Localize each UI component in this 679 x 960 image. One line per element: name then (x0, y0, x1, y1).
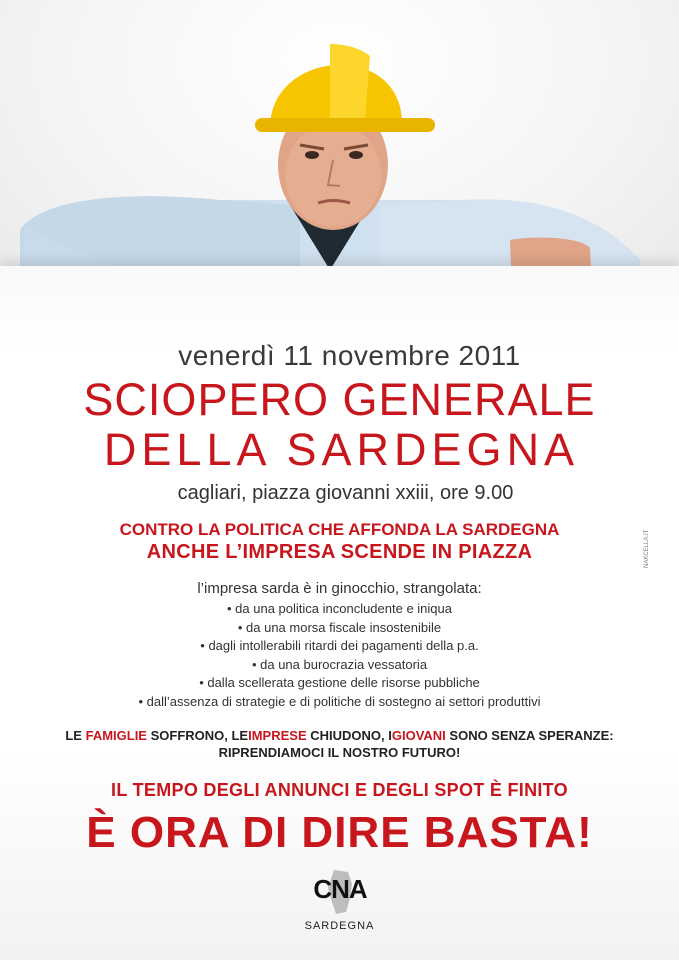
event-date: venerdì 11 novembre 2011 (178, 340, 521, 371)
grievance-list (0, 600, 679, 712)
families-part: LE (65, 728, 86, 743)
intro-text: l’impresa sarda è in ginocchio, strangolata: (197, 580, 482, 597)
title-line-1: SCIOPERO GENERALE (83, 374, 596, 425)
designer-credit: NAKCELLA.IT (644, 529, 650, 568)
families-part: SOFFRONO, LE (146, 728, 249, 743)
future-line: RIPRENDIAMOCI IL NOSTRO FUTURO! (218, 745, 461, 760)
list-item: • dagli intollerabili ritardi dei pagamenti della p.a. (200, 638, 479, 654)
basta-headline: È ORA DI DIRE BASTA! (86, 808, 593, 857)
logo-region: SARDEGNA (304, 920, 375, 932)
list-item: • da una politica inconcludente e iniqua (227, 601, 452, 616)
against-line-1: CONTRO LA POLITICA CHE AFFONDA LA SARDEGNA (119, 520, 560, 539)
families-part: CHIUDONO, I (306, 728, 392, 743)
families-line (0, 728, 679, 743)
businesses-word: IMPRESE (248, 728, 307, 743)
cna-logo (308, 868, 372, 916)
families-part: SONO SENZA SPERANZE: (445, 728, 614, 743)
announce-line: IL TEMPO DEGLI ANNUNCI E DEGLI SPOT È FINITO (111, 780, 568, 800)
title-line-2: DELLA SARDEGNA (103, 424, 580, 475)
families-word: FAMIGLIE (85, 728, 147, 743)
event-place: cagliari, piazza giovanni xxiii, ore 9.00 (177, 482, 514, 504)
logo-name: CNA (313, 874, 367, 904)
youth-word: GIOVANI (391, 728, 446, 743)
against-line-2: ANCHE L’IMPRESA SCENDE IN PIAZZA (146, 541, 533, 563)
list-item: • dalla scellerata gestione delle risorse pubbliche (199, 675, 480, 691)
list-item: • da una morsa fiscale insostenibile (237, 619, 442, 635)
list-item: • da una burocrazia vessatoria (251, 656, 428, 672)
list-item: • dall’assenza di strategie e di politiche di sostegno ai settori produttivi (138, 693, 541, 709)
